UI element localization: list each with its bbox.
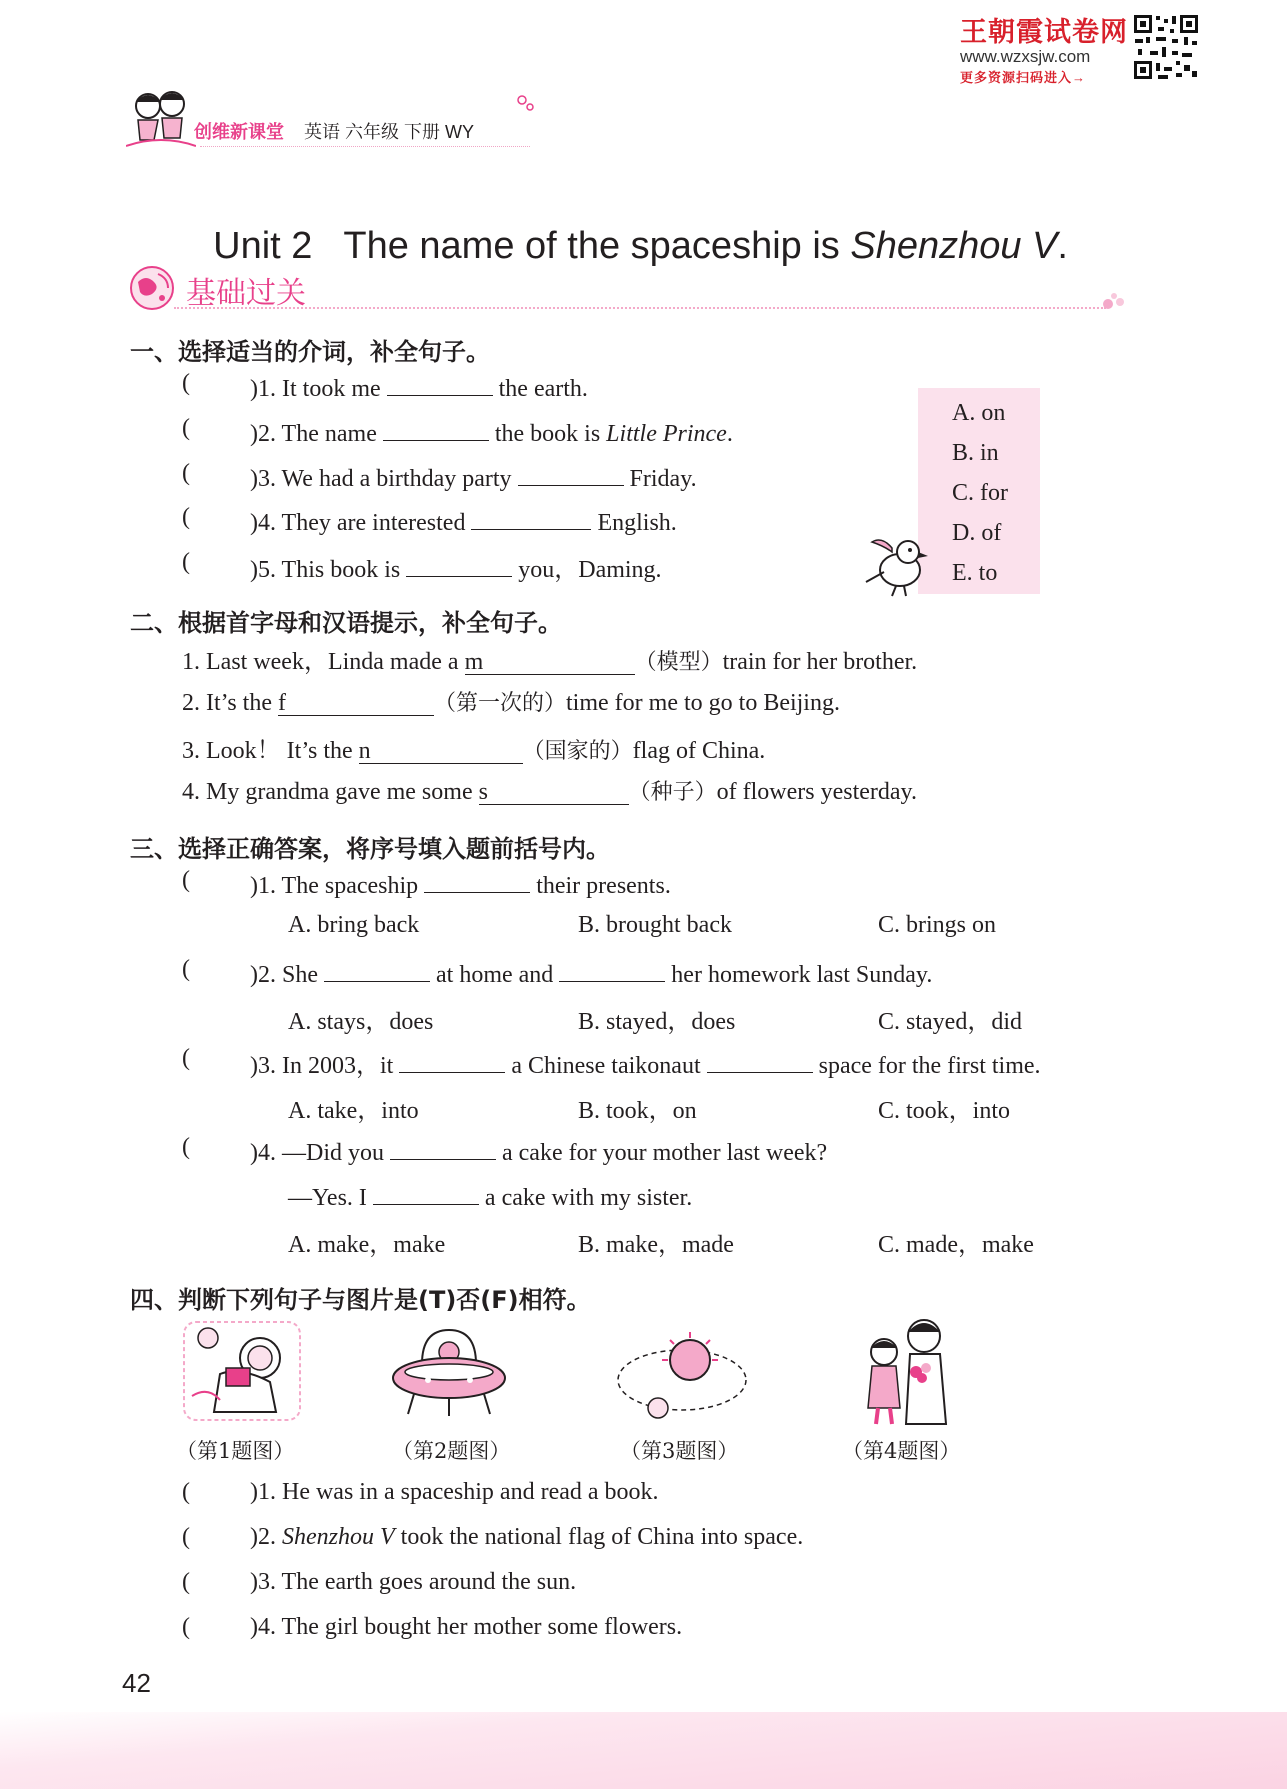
caption-3: （第3题图） (620, 1439, 739, 1463)
s4-item-4: )4. The girl bought her mother some flowers. (250, 1614, 683, 1640)
paren: ( (182, 1614, 190, 1640)
s2-item-3-letter: n (358, 738, 371, 764)
option-e: E. to (952, 560, 998, 586)
s1-item-1-stem: )1. It took me (250, 376, 381, 403)
picture-4-girl-mother-flowers-icon (850, 1312, 960, 1428)
s2-item-2-pre: 2. It’s the (182, 690, 278, 716)
s1-item-4-after: English. (597, 510, 677, 537)
s3-q1-after: their presents. (536, 873, 671, 900)
answer-blank[interactable] (707, 1047, 813, 1073)
caption-4: （第4题图） (842, 1439, 961, 1463)
s2-item-3-post: flag of China. (632, 738, 766, 764)
s2-item-2-letter: f (278, 690, 286, 716)
s1-item-1-after: the earth. (498, 376, 588, 403)
bird-illustration-icon (862, 532, 932, 598)
answer-blank[interactable] (465, 649, 635, 675)
s1-item-3-stem: )3. We had a birthday party (250, 466, 512, 493)
s1-item-2-after: the book is (494, 421, 607, 448)
banner-dots-icon (1100, 292, 1130, 314)
watermark-url: www.wzxsjw.com (960, 47, 1091, 66)
s3-q2-option-b: B. stayed，does (578, 1009, 736, 1035)
kids-logo-icon (126, 88, 196, 154)
banner-rule (174, 307, 1106, 309)
paren: ( (182, 460, 190, 486)
s2-item-4 (182, 775, 917, 806)
sparkle-icon (514, 92, 538, 116)
s3-q3-mid: a Chinese taikonaut (511, 1053, 701, 1079)
answer-blank[interactable] (559, 956, 665, 982)
s3-q4-option-b: B. make，made (578, 1232, 734, 1258)
s3-q4-line2 (288, 1179, 692, 1212)
s2-item-4-hint: （种子） (628, 780, 717, 805)
s1-item-3 (250, 460, 697, 493)
brand-name: 创维新课堂 (194, 122, 284, 142)
picture-2-spaceship-icon (388, 1318, 510, 1426)
option-b: B. in (952, 440, 999, 466)
s3-q1 (250, 867, 671, 900)
answer-blank[interactable] (471, 504, 591, 530)
s1-item-3-after: Friday. (629, 466, 697, 493)
s3-q1-option-c: C. brings on (878, 912, 997, 938)
s3-q1-stem: )1. The spaceship (250, 873, 419, 900)
s3-q1-option-b: B. brought back (578, 912, 732, 938)
s4-item-3: )3. The earth goes around the sun. (250, 1569, 577, 1595)
s2-item-4-letter: s (478, 779, 488, 805)
answer-blank[interactable] (390, 1134, 496, 1160)
s2-item-1-letter: m (464, 649, 484, 675)
section1-title: 一、选择适当的介词，补全句子。 (130, 338, 490, 366)
s3-q4-option-a: A. make，make (288, 1232, 446, 1258)
s3-q4-stem: )4. —Did you (250, 1140, 384, 1167)
caption-1: （第1题图） (176, 1439, 295, 1463)
answer-blank[interactable] (383, 415, 489, 441)
subject-info: 英语 六年级 下册 WY (304, 122, 474, 142)
answer-blank[interactable] (406, 551, 512, 577)
paren: ( (182, 956, 190, 982)
s2-item-2 (182, 686, 840, 717)
paren: ( (182, 504, 190, 530)
unit-title (192, 182, 1068, 268)
paren: ( (182, 1134, 190, 1160)
paren: ( (182, 1569, 190, 1595)
unit-title-suffix: . (1057, 225, 1068, 267)
earth-icon (128, 264, 178, 312)
answer-blank[interactable] (373, 1179, 479, 1205)
picture-3-sun-earth-icon (614, 1328, 750, 1428)
banner-title: 基础过关 (186, 276, 306, 311)
unit-title-prefix: Unit 2 The name of the spaceship is (213, 225, 851, 267)
s3-q2-stem: )2. She (250, 962, 318, 989)
paren: ( (182, 415, 190, 441)
paren: ( (182, 1045, 190, 1071)
s3-q3-stem: )3. In 2003，it (250, 1053, 394, 1079)
s3-q2 (250, 956, 932, 989)
s2-item-2-post: time for me to go to Beijing. (566, 690, 840, 716)
answer-blank[interactable] (518, 460, 624, 486)
s2-item-1-hint: （模型） (634, 650, 723, 675)
s3-q4-line2-stem: —Yes. I (288, 1185, 367, 1212)
s2-item-4-pre: 4. My grandma gave me some (182, 779, 479, 805)
footer-band (0, 1712, 1287, 1789)
page-number: 42 (122, 1668, 151, 1698)
answer-blank[interactable] (278, 690, 434, 716)
s3-q3-option-b: B. took，on (578, 1098, 697, 1124)
s3-q3-option-c: C. took，into (878, 1098, 1011, 1124)
paren: ( (182, 370, 190, 396)
s3-q2-mid: at home and (436, 962, 554, 989)
s1-item-4 (250, 504, 677, 537)
s4-item-1: )1. He was in a spaceship and read a book. (250, 1479, 659, 1505)
s1-item-2-italic: Little Prince (606, 421, 727, 448)
answer-blank[interactable] (324, 956, 430, 982)
s2-item-3 (182, 730, 765, 765)
s2-item-2-hint: （第一次的） (434, 691, 567, 716)
qr-code-icon (1132, 13, 1200, 81)
answer-blank[interactable] (479, 779, 629, 805)
watermark-slogan: 更多资源扫码进入→ (960, 70, 1087, 85)
s4-item-2 (250, 1524, 803, 1551)
s3-q4-after2: a cake with my sister. (484, 1185, 693, 1212)
paren: ( (182, 1479, 190, 1505)
s2-item-1 (182, 641, 917, 676)
s1-item-4-stem: )4. They are interested (250, 510, 466, 537)
s2-item-3-hint: （国家的） (522, 739, 633, 764)
s3-q2-option-a: A. stays，does (288, 1009, 434, 1035)
s4-item-2-pre: )2. (250, 1524, 282, 1550)
s4-item-2-text: took the national flag of China into space. (394, 1524, 804, 1550)
s2-item-1-pre: 1. Last week，Linda made a (182, 649, 465, 675)
picture-1-astronaut-reading-icon (180, 1316, 304, 1426)
s1-item-5-stem: )5. This book is (250, 557, 401, 583)
s2-item-3-pre: 3. Look！ It’s the (182, 738, 359, 764)
s1-item-2 (250, 415, 733, 448)
s1-item-1 (250, 370, 588, 403)
option-d: D. of (952, 520, 1002, 546)
s3-q2-after: her homework last Sunday. (671, 962, 933, 989)
s3-q3 (250, 1045, 1041, 1080)
caption-2: （第2题图） (392, 1439, 511, 1463)
s3-q4 (250, 1134, 827, 1167)
paren: ( (182, 549, 190, 575)
unit-title-italic: Shenzhou V (850, 225, 1058, 267)
s3-q3-option-a: A. take，into (288, 1098, 419, 1124)
paren: ( (182, 1524, 190, 1550)
s1-item-5-after: you，Daming. (518, 557, 662, 583)
s3-q1-option-a: A. bring back (288, 912, 420, 938)
section2-title: 二、根据首字母和汉语提示，补全句子。 (130, 609, 562, 637)
header-rule (200, 146, 530, 147)
s1-item-5 (250, 549, 662, 584)
s3-q3-after: space for the first time. (818, 1053, 1041, 1079)
s3-q4-option-c: C. made，make (878, 1232, 1034, 1258)
answer-blank[interactable] (424, 867, 530, 893)
answer-blank[interactable] (359, 738, 523, 764)
s1-item-2-end: . (726, 421, 733, 448)
answer-blank[interactable] (387, 370, 493, 396)
answer-blank[interactable] (399, 1047, 505, 1073)
section4-title: 四、判断下列句子与图片是(T)否(F)相符。 (130, 1286, 591, 1314)
watermark (960, 10, 1140, 86)
watermark-name: 王朝霞试卷网 (960, 17, 1128, 48)
s3-q2-option-c: C. stayed，did (878, 1009, 1022, 1035)
paren: ( (182, 867, 190, 893)
s2-item-4-post: of flowers yesterday. (716, 779, 917, 805)
s3-q4-after: a cake for your mother last week? (502, 1140, 828, 1167)
s4-item-2-italic: Shenzhou V (282, 1524, 395, 1550)
option-c: C. for (952, 480, 1008, 506)
s2-item-1-post: train for her brother. (722, 649, 918, 675)
s1-item-2-stem: )2. The name (250, 421, 377, 448)
option-a: A. on (952, 400, 1006, 426)
section3-title: 三、选择正确答案，将序号填入题前括号内。 (130, 835, 610, 863)
